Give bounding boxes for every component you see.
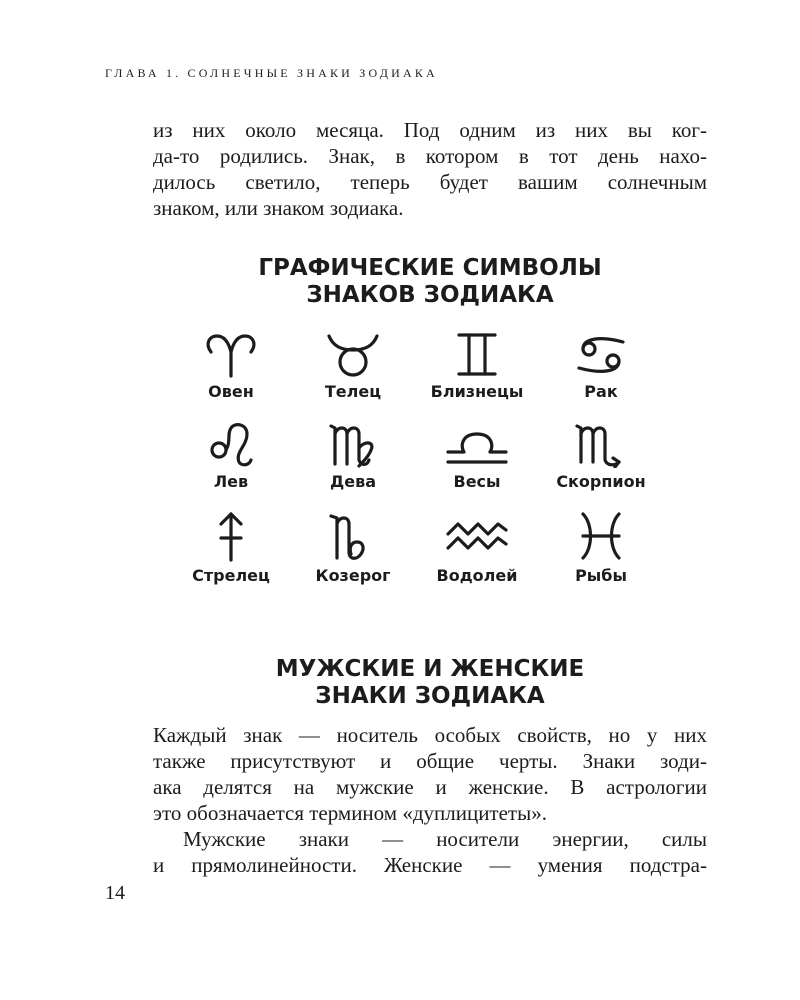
heading-line: МУЖСКИЕ И ЖЕНСКИЕ	[275, 656, 585, 682]
sign-label: Скорпион	[556, 472, 646, 491]
sign-gemini	[412, 330, 542, 401]
sign-label: Рыбы	[575, 566, 627, 585]
gender-heading	[153, 656, 707, 710]
text-line: дилось светило, теперь будет вашим солнечным	[153, 170, 707, 194]
sign-pisces	[536, 510, 666, 585]
sign-label: Дева	[329, 472, 377, 491]
text-line: это обозначается термином «дуплицитеты».	[153, 801, 547, 825]
pisces-icon	[571, 510, 631, 562]
heading-line: ЗНАКОВ ЗОДИАКА	[306, 282, 554, 308]
sign-label: Весы	[453, 472, 501, 491]
scorpio-icon	[571, 420, 631, 468]
symbols-heading	[153, 255, 707, 309]
capricorn-icon	[323, 510, 383, 562]
sign-label: Телец	[324, 382, 382, 401]
sign-label: Близнецы	[430, 382, 524, 401]
text-line: ака делятся на мужские и женские. В астрологии	[153, 775, 707, 799]
running-head: ГЛАВА 1. СОЛНЕЧНЫЕ ЗНАКИ ЗОДИАКА	[105, 66, 438, 80]
sign-aquarius	[412, 510, 542, 585]
gender-paragraph-1	[153, 722, 707, 826]
zodiac-sign-grid	[160, 330, 680, 610]
libra-icon	[442, 420, 512, 468]
sign-label: Рак	[584, 382, 618, 401]
text-line: из них около месяца. Под одним из них вы ког-	[153, 118, 707, 142]
text-line: также присутствуют и общие черты. Знаки зоди-	[153, 749, 707, 773]
aries-icon	[201, 330, 261, 378]
sign-label: Овен	[208, 382, 254, 401]
sign-sagittarius	[166, 510, 296, 585]
sign-label: Козерог	[315, 566, 391, 585]
heading-line: ГРАФИЧЕСКИЕ СИМВОЛЫ	[258, 255, 602, 281]
gemini-icon	[447, 330, 507, 378]
aquarius-icon	[442, 510, 512, 562]
intro-paragraph	[153, 117, 707, 221]
gender-paragraph-2	[153, 826, 707, 878]
page-number: 14	[105, 882, 125, 904]
sign-virgo	[288, 420, 418, 491]
sign-label: Водолей	[436, 566, 518, 585]
sign-label: Стрелец	[192, 566, 270, 585]
leo-icon	[201, 420, 261, 468]
cancer-icon	[571, 330, 631, 378]
text-line: да-то родились. Знак, в котором в тот день нахо-	[153, 144, 707, 168]
taurus-icon	[323, 330, 383, 378]
sign-aries	[166, 330, 296, 401]
sign-libra	[412, 420, 542, 491]
sagittarius-icon	[201, 510, 261, 562]
sign-label: Лев	[213, 472, 249, 491]
text-line: и прямолинейности. Женские — умения подстра-	[153, 853, 707, 877]
text-line: Каждый знак — носитель особых свойств, но у них	[153, 723, 707, 747]
text-line: Мужские знаки — носители энергии, силы	[183, 827, 707, 851]
sign-cancer	[536, 330, 666, 401]
sign-taurus	[288, 330, 418, 401]
sign-scorpio	[536, 420, 666, 491]
sign-capricorn	[288, 510, 418, 585]
sign-leo	[166, 420, 296, 491]
virgo-icon	[323, 420, 383, 468]
heading-line: ЗНАКИ ЗОДИАКА	[315, 683, 545, 709]
text-line: знаком, или знаком зодиака.	[153, 196, 404, 220]
